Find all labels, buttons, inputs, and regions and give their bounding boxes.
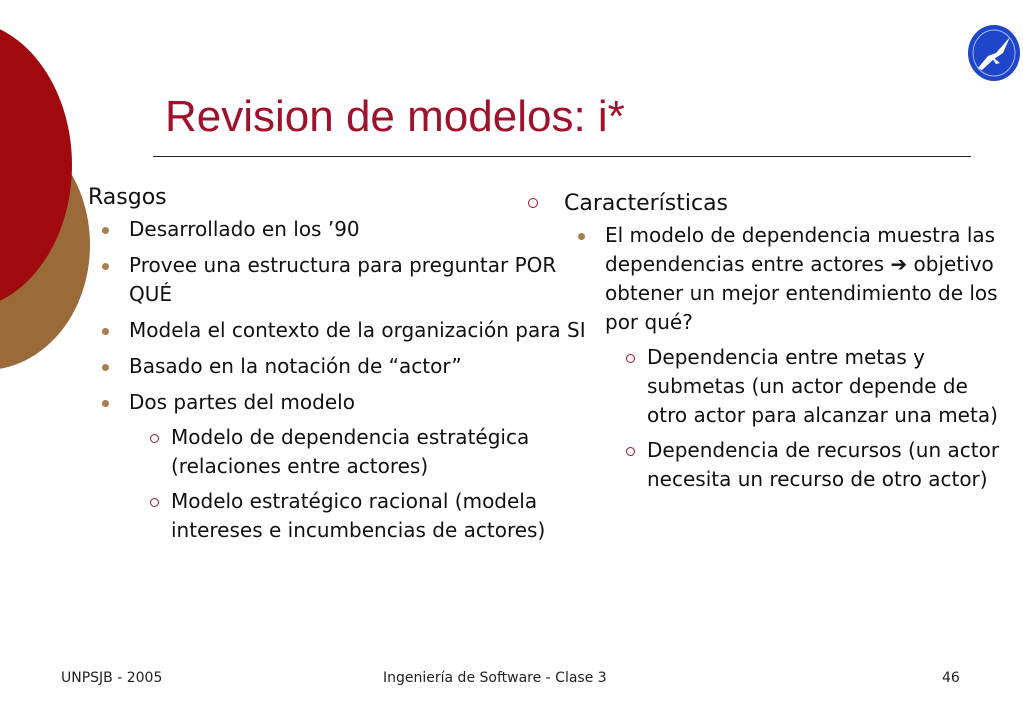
bullet-text: Provee una estructura para preguntar POR QUÉ (129, 253, 557, 306)
footer-left-text: UNPSJB - 2005 (61, 670, 163, 686)
left-column (88, 183, 598, 545)
bullet-item (88, 352, 598, 381)
bullet-dot-icon (102, 400, 109, 407)
sub-bullet-text: Modelo estratégico racional (modela intereses e incumbencias de actores) (171, 489, 546, 542)
bullet-dot-icon (102, 328, 109, 335)
left-heading: Rasgos (88, 185, 167, 210)
sub-bullet-item (528, 436, 1008, 494)
bullet-text: Modela el contexto de la organización para SI (129, 318, 586, 342)
bullet-text: Desarrollado en los ’90 (129, 217, 360, 241)
bullet-item (88, 215, 598, 244)
bullet-text: El modelo de dependencia muestra las dependencias entre actores ➔ objetivo obtener un mejor entendimiento de los por qué? (605, 223, 998, 334)
bullet-text: Basado en la notación de “actor” (129, 354, 462, 378)
hollow-circle-bullet-icon (626, 447, 635, 456)
right-column (528, 189, 1008, 494)
right-heading: Características (564, 191, 729, 216)
bullet-dot-icon (102, 263, 109, 270)
page-number: 46 (942, 670, 960, 686)
bullet-dot-icon (102, 227, 109, 234)
hollow-circle-bullet-icon (150, 498, 159, 507)
bullet-item (88, 388, 598, 417)
bullet-item (88, 316, 598, 345)
sub-bullet-item (528, 343, 1008, 430)
sub-bullet-text: Dependencia de recursos (un actor necesita un recurso de otro actor) (647, 438, 1000, 491)
hollow-circle-bullet-icon (626, 354, 635, 363)
slide-title: Revision de modelos: i* (165, 92, 625, 141)
hollow-circle-bullet-icon (528, 198, 538, 208)
bullet-item (88, 251, 598, 309)
bullet-dot-icon (102, 364, 109, 371)
right-heading-item (528, 189, 1008, 219)
hollow-circle-bullet-icon (150, 434, 159, 443)
sub-bullet-item (88, 423, 598, 481)
bird-emblem-icon (966, 23, 1022, 83)
sub-bullet-item (88, 487, 598, 545)
bullet-dot-icon (578, 233, 585, 240)
footer-center-text: Ingeniería de Software - Clase 3 (383, 670, 607, 686)
sub-bullet-text: Modelo de dependencia estratégica (relaciones entre actores) (171, 425, 530, 478)
bullet-item (528, 221, 1008, 337)
sub-bullet-text: Dependencia entre metas y submetas (un actor depende de otro actor para alcanzar una meta) (647, 345, 998, 427)
bullet-text: Dos partes del modelo (129, 390, 355, 414)
title-divider (153, 156, 971, 157)
